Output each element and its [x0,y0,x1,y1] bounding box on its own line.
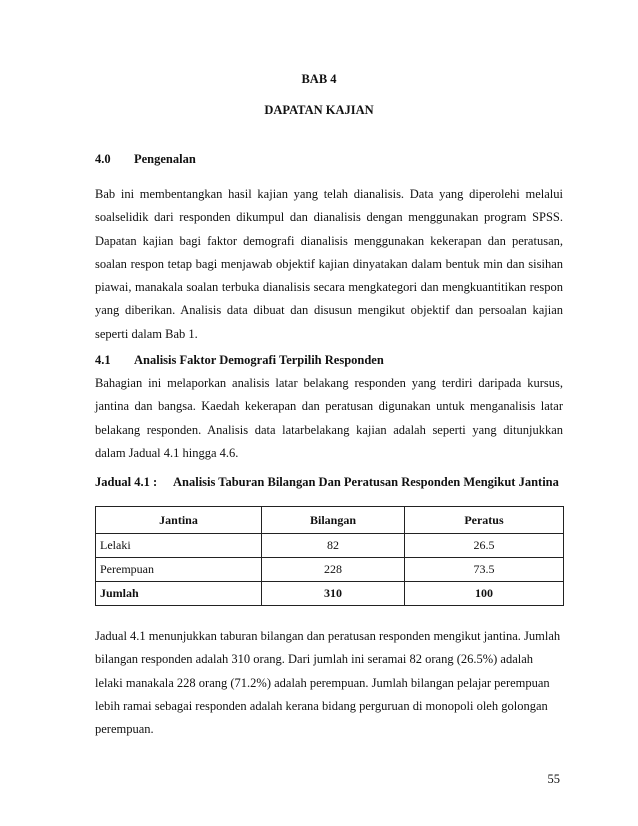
section-title: Analisis Faktor Demografi Terpilih Responden [134,353,384,367]
table-cell: Perempuan [96,558,262,582]
section-title: Pengenalan [134,152,196,166]
section-heading-demographic [95,353,384,368]
table-cell: Lelaki [96,534,262,558]
table-title: Analisis Taburan Bilangan Dan Peratusan Responden Mengikut Jantina [173,475,559,489]
chapter-number: BAB 4 [301,72,337,86]
table-cell: 73.5 [405,558,564,582]
demographic-paragraph: Bahagian ini melaporkan analisis latar belakang responden yang terdiri daripada kursus, jantina dan bangsa. Kaedah kekerapan dan peratusan digunakan untuk menganalisis latar belakang responden. Analisis data latarbelakang kajian adalah seperti yang ditunjukkan dalam Jadual 4.1 hingga 4.6. [95,376,563,460]
table-caption [95,475,559,490]
table-header-row [96,507,564,534]
section-number: 4.1 [95,353,111,367]
section-number: 4.0 [95,152,111,166]
gender-table [95,506,564,606]
table-total-row [96,582,564,606]
header-cell: Bilangan [262,507,405,534]
table-cell: 82 [262,534,405,558]
table-cell: 100 [405,582,564,606]
table-cell: Jumlah [96,582,262,606]
header-cell: Peratus [405,507,564,534]
summary-paragraph: Jadual 4.1 menunjukkan taburan bilangan dan peratusan responden mengikut jantina. Jumlah bilangan responden adalah 310 orang. Dari jumlah ini seramai 82 orang (26.5%) adalah lelaki manakala 228 orang (71.2%) adalah perempuan. Jumlah bilangan pelajar perempuan lebih ramai sebagai responden adalah kerana bidang perguruan di monopoli oleh golongan perempuan. [95,629,561,737]
table-row [96,534,564,558]
table-label: Jadual 4.1 : [95,475,158,489]
table-cell: 310 [262,582,405,606]
section-heading-intro [95,152,196,167]
chapter-title: DAPATAN KAJIAN [264,103,374,117]
table-cell: 26.5 [405,534,564,558]
page-number: 55 [547,772,560,786]
table-cell: 228 [262,558,405,582]
header-cell: Jantina [96,507,262,534]
intro-paragraph: Bab ini membentangkan hasil kajian yang telah dianalisis. Data yang diperolehi melalui soalselidik dari responden dikumpul dan dianalisis dengan menggunakan program SPSS. Dapatan kajian bagi faktor demografi dianalisis menggunakan kekerapan dan peratusan, soalan respon tetap bagi menjawab objektif kajian dinyatakan dalam bentuk min dan sisihan piawai, manakala soalan terbuka dianalisis secara mengkategori dan mengkuantitikan respon yang diberikan. Analisis data dibuat dan disusun mengikut objektif dan persoalan kajian seperti dalam Bab 1. [95,187,563,341]
table-row [96,558,564,582]
